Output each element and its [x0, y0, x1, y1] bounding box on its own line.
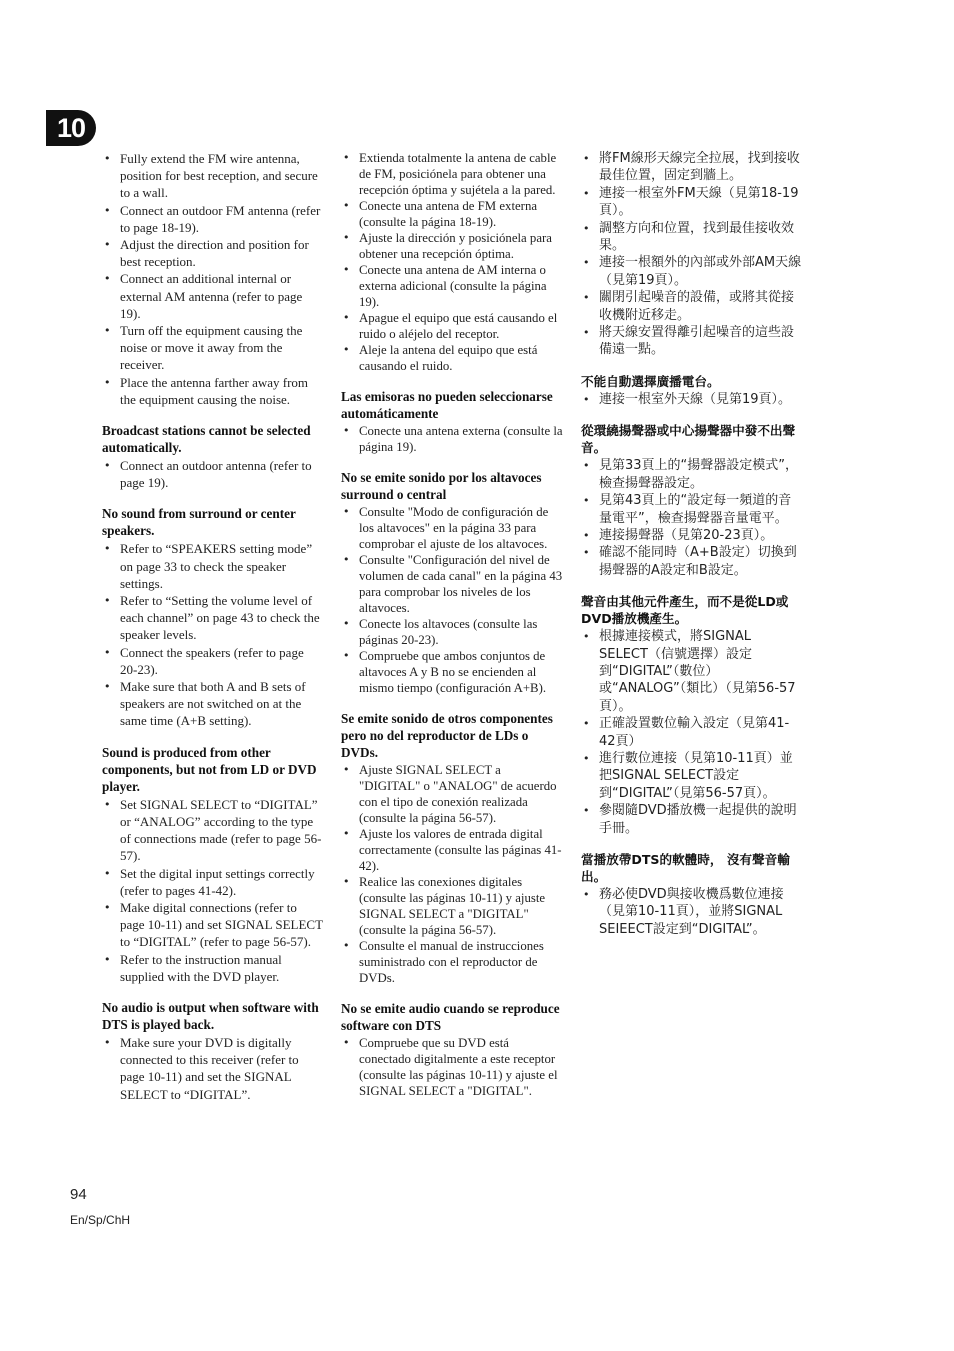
list-item: • Adjust the direction and position for best reception.: [102, 236, 324, 270]
troubleshooting-section: [102, 505, 324, 729]
troubleshooting-section: [581, 373, 803, 408]
section-heading: 從環繞揚聲器或中心揚聲器中發不出聲音。: [581, 423, 796, 456]
section-heading: No sound from surround or center speakers.: [102, 506, 296, 539]
section-heading: No audio is output when software with DTS is played back.: [102, 999, 319, 1032]
list-item: • Consulte "Configuración del nivel de volumen de cada canal" en la página 43 para comprobar los niveles de los altavoces.: [341, 552, 563, 616]
troubleshooting-section: [341, 469, 563, 696]
section-heading: 聲音由其他元件產生，而不是從LD或DVD播放機產生。: [581, 594, 789, 627]
troubleshooting-section: [581, 150, 803, 359]
troubleshooting-section: [341, 710, 563, 986]
section-heading: Broadcast stations cannot be selected automatically.: [102, 423, 311, 456]
bullet-list: [581, 150, 803, 359]
list-item: • 見第43頁上的“設定每一頻道的音量電平”，檢查揚聲器音量電平。: [581, 492, 803, 527]
list-item: • Set the digital input settings correctly (refer to pages 41-42).: [102, 865, 324, 899]
troubleshooting-section: [102, 150, 324, 408]
list-item: • 連接一根室外天線（見第19頁）。: [581, 391, 803, 408]
bullet-list: [102, 540, 324, 729]
bullet-list: [102, 796, 324, 985]
list-item: • Set SIGNAL SELECT to “DIGITAL” or “ANALOG” according to the type of connections made (refer to page 56-57).: [102, 796, 324, 865]
page-number: 94: [70, 1186, 87, 1203]
troubleshooting-section: [581, 593, 803, 837]
list-item: • Connect the speakers (refer to page 20-23).: [102, 644, 324, 678]
list-item: • Refer to “Setting the volume level of each channel” on page 43 to check the speaker levels.: [102, 592, 324, 644]
list-item: • Consulte "Modo de configuración de los altavoces" en la página 33 para comprobar el ajuste de los altavoces.: [341, 504, 563, 552]
list-item: • Turn off the equipment causing the noise or move it away from the receiver.: [102, 322, 324, 374]
troubleshooting-section: [102, 422, 324, 491]
list-item: • Refer to “SPEAKERS setting mode” on page 33 to check the speaker settings.: [102, 540, 324, 592]
troubleshooting-section: [341, 388, 563, 455]
list-item: • 調整方向和位置，找到最佳接收效果。: [581, 220, 803, 255]
list-item: • 參閱隨DVD播放機一起提供的說明手冊。: [581, 802, 803, 837]
troubleshooting-section: [341, 1000, 563, 1099]
list-item: • 確認不能同時（A+B設定）切換到揚聲器的A設定和B設定。: [581, 544, 803, 579]
chapter-badge: 10: [46, 110, 96, 146]
list-item: • 關閉引起噪音的設備，或將其從接收機附近移走。: [581, 289, 803, 324]
english-column: [102, 150, 324, 1117]
list-item: • Make digital connections (refer to page 10-11) and set SIGNAL SELECT to “DIGITAL” (refer to page 56-57).: [102, 899, 324, 951]
section-heading: 當播放帶DTS的軟體時， 沒有聲音輸出。: [581, 852, 790, 884]
spanish-column: [341, 150, 563, 1113]
list-item: • Compruebe que ambos conjuntos de altavoces A y B no se encienden al mismo tiempo (configuración A+B).: [341, 648, 563, 696]
list-item: • 根據連接模式，將SIGNAL SELECT（信號選擇）設定到“DIGITAL”（數位）或“ANALOG”（類比）（見第56-57頁）。: [581, 628, 803, 715]
list-item: • Ajuste la dirección y posiciónela para obtener una recepción óptima.: [341, 230, 563, 262]
list-item: • Conecte una antena de FM externa (consulte la página 18-19).: [341, 198, 563, 230]
chinese-column: [581, 150, 803, 952]
bullet-list: [341, 762, 563, 986]
bullet-list: [581, 628, 803, 837]
bullet-list: [341, 423, 563, 455]
list-item: • Conecte los altavoces (consulte las páginas 20-23).: [341, 616, 563, 648]
list-item: • Conecte una antena de AM interna o externa adicional (consulte la página 19).: [341, 262, 563, 310]
bullet-list: [341, 150, 563, 374]
section-heading: No se emite audio cuando se reproduce software con DTS: [341, 1001, 560, 1033]
list-item: • Compruebe que su DVD está conectado digitalmente a este receptor (consulte las páginas 10-11) y ajuste el SIGNAL SELECT a "DIGITAL".: [341, 1035, 563, 1099]
troubleshooting-section: [102, 999, 324, 1103]
section-heading: 不能自動選擇廣播電台。: [581, 373, 720, 389]
section-heading: No se emite sonido por los altavoces surround o central: [341, 470, 542, 502]
list-item: • Realice las conexiones digitales (consulte las páginas 10-11) y ajuste SIGNAL SELECT a "DIGITAL" (consulte la página 56-57).: [341, 874, 563, 938]
section-heading: Se emite sonido de otros componentes pero no del reproductor de LDs o DVDs.: [341, 711, 553, 760]
troubleshooting-section: [581, 851, 803, 938]
bullet-list: [341, 1035, 563, 1099]
list-item: • Connect an outdoor FM antenna (refer to page 18-19).: [102, 202, 324, 236]
list-item: • Ajuste los valores de entrada digital correctamente (consulte las páginas 41-42).: [341, 826, 563, 874]
list-item: • Consulte el manual de instrucciones suministrado con el reproductor de DVDs.: [341, 938, 563, 986]
bullet-list: [102, 150, 324, 408]
list-item: • 進行數位連接（見第10-11頁）並把SIGNAL SELECT設定到“DIGITAL”（見第56-57頁）。: [581, 750, 803, 802]
troubleshooting-section: [341, 150, 563, 374]
language-code: En/Sp/ChH: [70, 1213, 131, 1227]
list-item: • Connect an additional internal or external AM antenna (refer to page 19).: [102, 270, 324, 322]
list-item: • Place the antenna farther away from the equipment causing the noise.: [102, 374, 324, 408]
list-item: • Ajuste SIGNAL SELECT a "DIGITAL" o "ANALOG" de acuerdo con el tipo de conexión realizada (consulte la página 56-57).: [341, 762, 563, 826]
list-item: • Aleje la antena del equipo que está causando el ruido.: [341, 342, 563, 374]
list-item: • Refer to the instruction manual supplied with the DVD player.: [102, 951, 324, 985]
troubleshooting-section: [581, 422, 803, 579]
bullet-list: [102, 457, 324, 491]
list-item: • Conecte una antena externa (consulte la página 19).: [341, 423, 563, 455]
list-item: • 正確設置數位輸入設定（見第41-42頁）: [581, 715, 803, 750]
list-item: • 見第33頁上的“揚聲器設定模式”，檢查揚聲器設定。: [581, 457, 803, 492]
bullet-list: [102, 1034, 324, 1103]
section-heading: Las emisoras no pueden seleccionarse automáticamente: [341, 389, 553, 421]
list-item: • 連接一根室外FM天線（見第18-19頁）。: [581, 185, 803, 220]
troubleshooting-section: [102, 744, 324, 985]
list-item: • Make sure that both A and B sets of speakers are not switched on at the same time (A+B setting).: [102, 678, 324, 730]
section-heading: Sound is produced from other components, but not from LD or DVD player.: [102, 744, 317, 794]
list-item: • 將天線安置得離引起噪音的這些設備遠一點。: [581, 324, 803, 359]
list-item: • 連接揚聲器（見第20-23頁）。: [581, 527, 803, 544]
list-item: • 務必使DVD與接收機爲數位連接（見第10-11頁），並將SIGNAL SEIEECT設定到“DIGITAL”。: [581, 886, 803, 938]
bullet-list: [581, 391, 803, 408]
list-item: • Connect an outdoor antenna (refer to page 19).: [102, 457, 324, 491]
list-item: • 連接一根額外的內部或外部AM天線（見第19頁）。: [581, 254, 803, 289]
bullet-list: [581, 886, 803, 938]
list-item: • Fully extend the FM wire antenna, position for best reception, and secure to a wall.: [102, 150, 324, 202]
list-item: • 將FM線形天線完全拉展，找到接收最佳位置，固定到牆上。: [581, 150, 803, 185]
list-item: • Make sure your DVD is digitally connected to this receiver (refer to page 10-11) and set the SIGNAL SELECT to “DIGITAL”.: [102, 1034, 324, 1103]
list-item: • Extienda totalmente la antena de cable de FM, posiciónela para obtener una recepción óptima y sujétela a la pared.: [341, 150, 563, 198]
list-item: • Apague el equipo que está causando el ruido o aléjelo del receptor.: [341, 310, 563, 342]
bullet-list: [581, 457, 803, 579]
bullet-list: [341, 504, 563, 696]
